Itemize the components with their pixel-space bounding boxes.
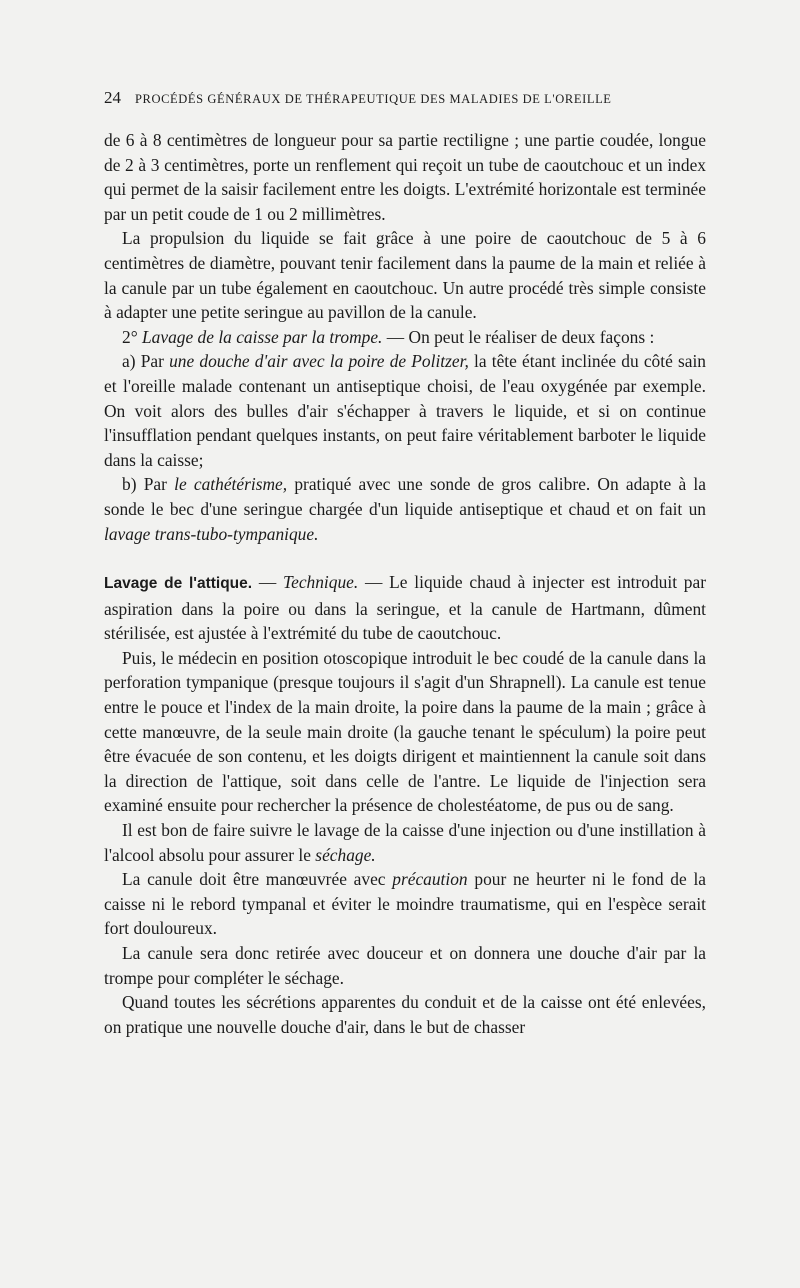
text-run: Puis, le médecin en position otoscopique introduit le bec coudé de la canule dans la perforation tympanique (presque toujours il s'agit d'un Shrapnell). La canule est tenue entre le pouce et l'index de la main droite, la poire dans la paume de la main ; grâce à cette manœuvre, de la seule main droite (la gauche tenant le spéculum) la poire peut être évacuée de son contenu, et les doigts dirigent et maintiennent la canule soit dans la direction de l'attique, soit dans celle de l'antre. Le liquide de l'injection sera examiné ensuite pour rechercher la présence de cholestéatome, de pus ou de sang.	[104, 647, 706, 816]
paragraph-retrait	[104, 941, 706, 990]
paragraph-canule-description	[104, 128, 706, 226]
italic-phrase: précaution	[392, 869, 468, 890]
section-number: 2°	[122, 326, 138, 347]
text-run: —	[258, 572, 277, 593]
page-number: 24	[104, 88, 121, 107]
text-run: La canule doit être manœuvrée avec	[122, 869, 386, 890]
text-run: Il est bon de faire suivre le lavage de la caisse d'une injection ou d'une instillation à l'alcool absolu pour assurer le	[104, 820, 706, 865]
text-run: la tête étant inclinée du côté sain et l'oreille malade contenant un antiseptique choisi, de l'eau oxygénée par exemple. On voit alors des bulles d'air s'échapper à travers le liquide, et si on continue l'insufflation pendant quelques instants, on peut faire véritablement barboter le liquide dans la caisse;	[104, 351, 706, 470]
paragraph-option-a	[104, 349, 706, 472]
list-label: b) Par	[122, 474, 167, 495]
italic-phrase: séchage.	[315, 844, 376, 865]
text-run: — Le liquide chaud à injecter est introduit par aspiration dans la poire ou dans la seringue, et la canule de Hartmann, dûment stérilisée, est ajustée à l'extrémité du tube de caoutchouc.	[104, 572, 706, 644]
text-run: — On peut le réaliser de deux façons :	[386, 326, 655, 347]
paragraph-precaution	[104, 867, 706, 941]
text-run: pour ne heurter ni le fond de la caisse ni le rebord tympanal et éviter le moindre traumatisme, qui en l'espèce serait fort douloureux.	[104, 869, 707, 939]
section-heading: Lavage de l'attique.	[104, 575, 253, 593]
italic-phrase: lavage trans-tubo-tympanique.	[104, 523, 319, 544]
text-run: La canule sera donc retirée avec douceur et on donnera une douche d'air par la trompe pour compléter le séchage.	[104, 943, 706, 988]
text-run: de 6 à 8 centimètres de longueur pour sa partie rectiligne ; une partie coudée, longue de 2 à 3 centimètres, porte un renflement qui reçoit un tube de caoutchouc et un index qui permet de la saisir facilement entre les doigts. L'extrémité horizontale est terminée par un petit coude de 1 ou 2 millimètres.	[104, 130, 706, 224]
paragraph-propulsion	[104, 226, 706, 324]
paragraph-lavage-trompe	[104, 325, 706, 350]
text-run: Quand toutes les sécrétions apparentes du conduit et de la caisse ont été enlevées, on pratique une nouvelle douche d'air, dans le but de chasser	[104, 992, 706, 1037]
running-head	[104, 88, 706, 108]
paragraph-douche-air	[104, 990, 706, 1039]
italic-phrase: Technique.	[283, 572, 359, 593]
paragraph-technique	[104, 646, 706, 818]
paragraph-option-b	[104, 472, 706, 546]
paragraph-lavage-attique	[104, 570, 706, 646]
italic-phrase: une douche d'air avec la poire de Politzer,	[169, 351, 469, 372]
text-run: La propulsion du liquide se fait grâce à une poire de caoutchouc de 5 à 6 centimètres de diamètre, pouvant tenir facilement dans la paume de la main et reliée à la canule par un tube également en caoutchouc. Un autre procédé très simple consiste à adapter une petite seringue au pavillon de la canule.	[104, 228, 706, 323]
text-run: pratiqué avec une sonde de gros calibre. On adapte à la sonde le bec d'une seringue chargée d'un liquide antiseptique et chaud et on fait un	[104, 474, 706, 519]
subsection-title: Lavage de la caisse par la trompe.	[142, 326, 383, 347]
italic-phrase: le cathétérisme,	[174, 474, 288, 495]
list-label: a) Par	[122, 351, 164, 372]
paragraph-sechage	[104, 818, 706, 867]
running-title: PROCÉDÉS GÉNÉRAUX DE THÉRAPEUTIQUE DES MALADIES DE L'OREILLE	[135, 92, 612, 106]
